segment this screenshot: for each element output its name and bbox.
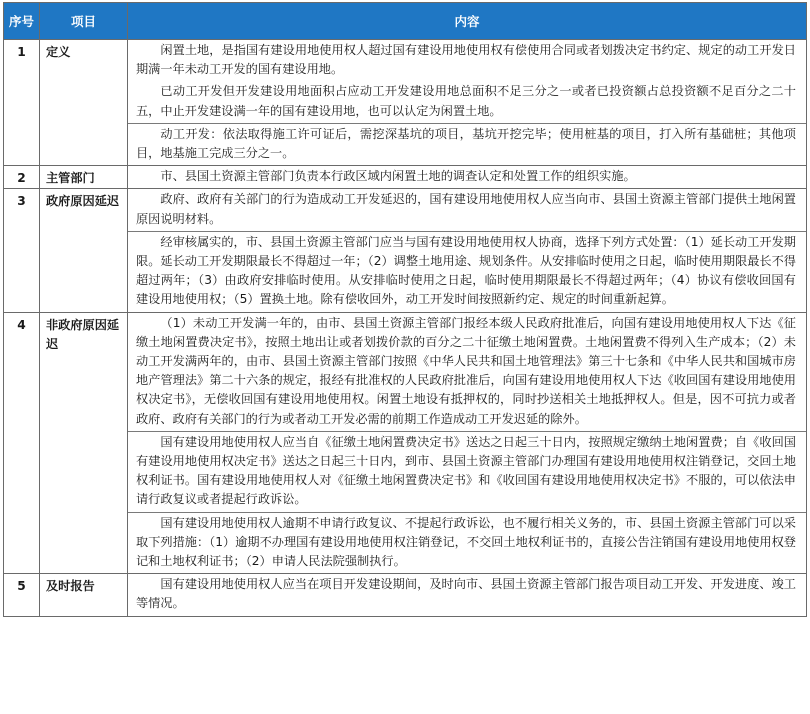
content-paragraph: （1）未动工开发满一年的，由市、县国土资源主管部门报经本级人民政府批准后，向国有建设用地使用权人下达《征缴土地闲置费决定书》，按照土地出让或者划拨价款的百分之二十征缴土地闲置费。土地闲置费不得列入生产成本；（2）未动工开发满两年的，由市、县国土资源主管部门按照《中华人民共和国土地管理法》第三十七条和《中华人民共和国城市房地产管理法》第二十六条的规定，报经有批准权的人民政府批准后，向国有建设用地使用权人下达《收回国有建设用地使用权决定书》，无偿收回国有建设用地使用权。闲置土地设有抵押权的，同时抄送相关土地抵押权人。但是，因不可抗力或者政府、政府有关部门的行为或者动工开发必需的前期工作造成动工开发迟延的除外。	[128, 313, 806, 432]
content-paragraph: 国有建设用地使用权人逾期不申请行政复议、不提起行政诉讼，也不履行相关义务的，市、县国土资源主管部门可以采取下列措施：（1）逾期不办理国有建设用地使用权注销登记，不交回土地权利证书的，直接公告注销国有建设用地使用权登记和土地权利证书；（2）申请人民法院强制执行。	[136, 515, 796, 569]
row-number: 3	[4, 189, 40, 312]
row-content	[128, 40, 807, 166]
content-paragraph: 闲置土地，是指国有建设用地使用权人超过国有建设用地使用权有偿使用合同或者划拨决定书约定、规定的动工开发日期满一年未动工开发的国有建设用地。	[136, 43, 796, 77]
column-header-content: 内容	[128, 3, 807, 40]
row-content	[128, 574, 807, 616]
row-item-label: 定义	[40, 40, 128, 166]
row-content	[128, 189, 807, 312]
table-body	[4, 40, 807, 617]
row-item-label: 非政府原因延迟	[40, 312, 128, 574]
column-header-no: 序号	[4, 3, 40, 40]
row-number: 5	[4, 574, 40, 616]
row-number: 4	[4, 312, 40, 574]
content-paragraph: 国有建设用地使用权人应当自《征缴土地闲置费决定书》送达之日起三十日内，按照规定缴纳土地闲置费；自《收回国有建设用地使用权决定书》送达之日起三十日内，到市、县国土资源主管部门办理国有建设用地使用权注销登记，交回土地权利证书。国有建设用地使用权人对《征缴土地闲置费决定书》和《收回国有建设用地使用权决定书》不服的，可以依法申请行政复议或者提起行政诉讼。	[128, 432, 806, 513]
table-row	[4, 40, 807, 166]
table-header-row	[4, 3, 807, 40]
content-paragraph: 市、县国土资源主管部门负责本行政区域内闲置土地的调查认定和处置工作的组织实施。	[160, 169, 636, 184]
row-content	[128, 166, 807, 189]
content-paragraph: 政府、政府有关部门的行为造成动工开发延迟的，国有建设用地使用权人应当向市、县国土资源主管部门提供土地闲置原因说明材料。	[128, 189, 806, 231]
content-paragraph: 经审核属实的，市、县国土资源主管部门应当与国有建设用地使用权人协商，选择下列方式处置：（1）延长动工开发期限。延长动工开发期限最长不得超过一年；（2）调整土地用途、规划条件。从安排临时使用之日起，临时使用期限最长不得超过两年；（3）由政府安排临时使用。从安排临时使用之日起，临时使用期限最长不得超过两年；（4）协议有偿收回国有建设用地使用权；（5）置换土地。除有偿收回外，动工开发时间按照新约定、规定的时间重新起算。	[136, 234, 796, 307]
table-row	[4, 166, 807, 189]
land-idle-table	[3, 2, 807, 617]
column-header-item: 项目	[40, 3, 128, 40]
row-number: 2	[4, 166, 40, 189]
row-number: 1	[4, 40, 40, 166]
content-paragraph: 动工开发：依法取得施工许可证后，需挖深基坑的项目，基坑开挖完毕；使用桩基的项目，打入所有基础桩；其他项目，地基施工完成三分之一。	[136, 126, 796, 161]
row-content	[128, 312, 807, 574]
table-row	[4, 189, 807, 312]
table-row	[4, 312, 807, 574]
row-item-label: 主管部门	[40, 166, 128, 189]
row-item-label: 政府原因延迟	[40, 189, 128, 312]
table-row	[4, 574, 807, 616]
content-paragraph: 国有建设用地使用权人应当在项目开发建设期间，及时向市、县国土资源主管部门报告项目动工开发、开发进度、竣工等情况。	[136, 577, 796, 611]
row-item-label: 及时报告	[40, 574, 128, 616]
content-paragraph: 已动工开发但开发建设用地面积占应动工开发建设用地总面积不足三分之一或者已投资额占总投资额不足百分之二十五，中止开发建设满一年的国有建设用地，也可以认定为闲置土地。	[128, 81, 806, 123]
